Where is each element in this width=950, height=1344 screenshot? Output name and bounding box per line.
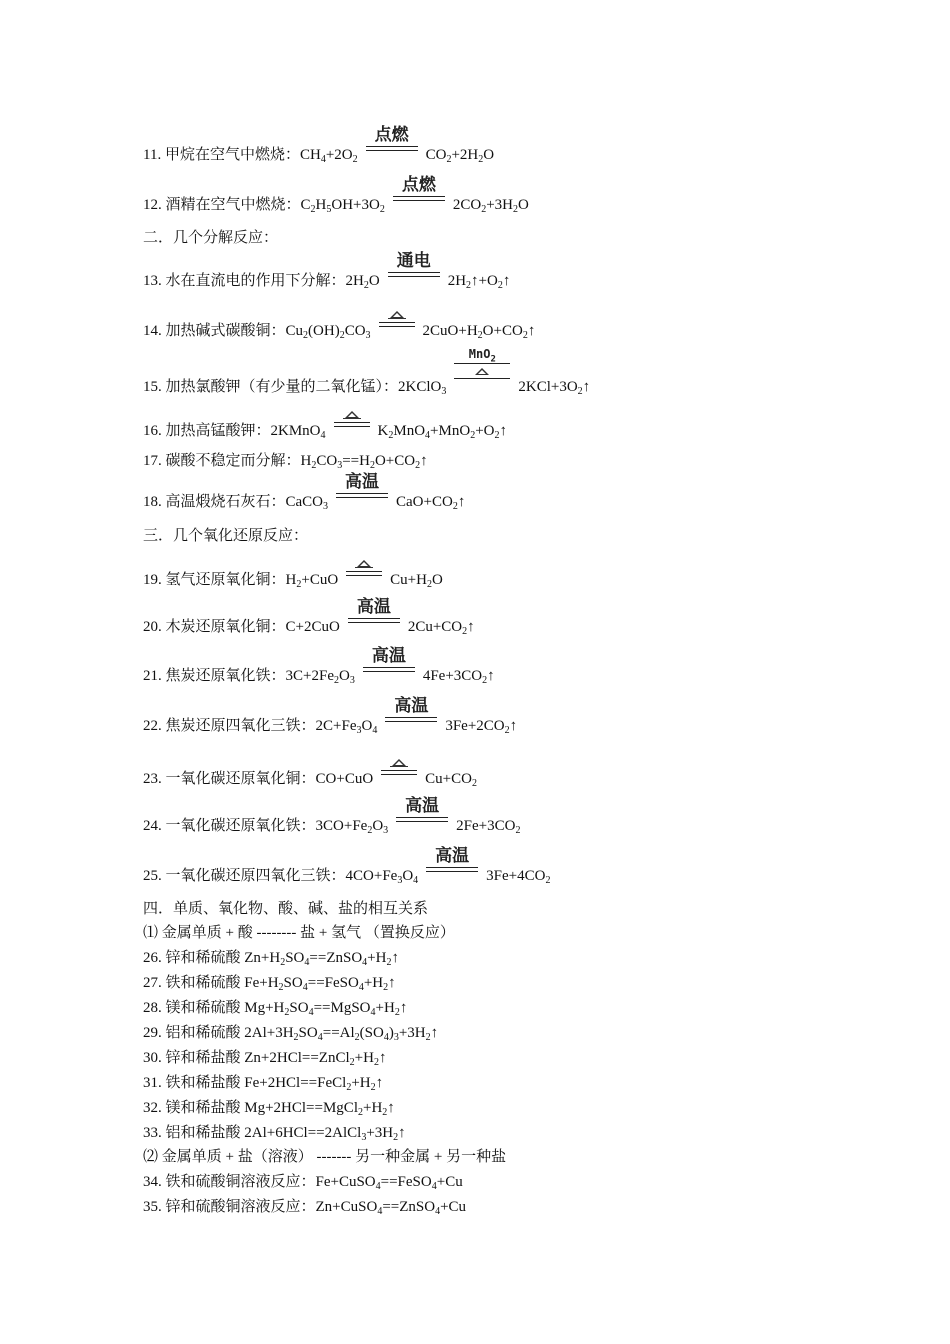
formula-text: Cu+CO <box>425 771 472 787</box>
formula-text: 加热氯酸钾（有少量的二氧化锰）： <box>165 379 399 395</box>
formula-text: 23. <box>143 771 166 787</box>
subscript: 2 <box>470 430 476 441</box>
reaction-line: 30. 锌和稀盐酸 $Zn+2HCl==ZnCl_2+H_2↑$ <box>143 1050 387 1068</box>
formula-text: O <box>483 147 495 163</box>
formula-text: 15. <box>143 379 166 395</box>
reaction-line: 26. 锌和稀硫酸 $Zn+H_2SO_4==ZnSO_4+H_2↑$ <box>143 950 399 968</box>
subscript: 2 <box>522 330 528 341</box>
reaction-line <box>143 378 590 396</box>
equals-bar-top <box>363 667 415 668</box>
formula-text: 14. <box>143 323 166 339</box>
equals-bar-bottom <box>366 150 418 151</box>
reaction-line <box>143 422 507 440</box>
formula-text: 加热碱式碳酸铜： <box>165 323 286 339</box>
subscript: 2 <box>482 675 488 686</box>
formula-text: 2CO <box>452 197 482 213</box>
formula-text: +O <box>475 423 495 439</box>
delta-base-line <box>390 766 408 767</box>
subsection-heading: ⑴ 金属单质 + 酸 -------- 盐 + 氢气 （置换反应） <box>143 925 455 941</box>
formula-text: ↑ <box>457 494 466 510</box>
equals-bar-bottom <box>454 378 510 379</box>
formula-text: 2KCl+3O <box>518 379 578 395</box>
subscript: 4 <box>320 154 326 165</box>
equals-bar-top <box>346 571 382 572</box>
equals-bar-top <box>381 770 417 771</box>
reaction-line <box>143 667 495 685</box>
formula-text: 2H <box>447 273 467 289</box>
formula-text: O <box>368 273 380 289</box>
section-heading: 四．单质、氧化物、酸、碱、盐的相互关系 <box>143 901 429 917</box>
reaction-line <box>143 146 494 164</box>
subscript: 2 <box>452 501 458 512</box>
reaction-line <box>143 770 477 788</box>
formula-text: 2KMnO <box>270 423 321 439</box>
subscript: 3 <box>349 675 355 686</box>
subscript: 2 <box>388 430 394 441</box>
reaction-line: 31. 铁和稀盐酸 $Fe+2HCl==FeCl_2+H_2↑$ <box>143 1075 384 1093</box>
equals-bar-top <box>426 867 478 868</box>
formula-text: 22. <box>143 718 166 734</box>
formula-text: CO <box>425 147 447 163</box>
formula-text: +CuO <box>301 572 339 588</box>
heat-condition-sign <box>334 400 370 436</box>
subscript: 2 <box>426 579 432 590</box>
equals-bar-top <box>454 363 510 364</box>
formula-text: +MnO <box>430 423 471 439</box>
section-heading: 二．几个分解反应： <box>143 230 279 246</box>
formula-text: Cu+H <box>390 572 427 588</box>
equals-bar-bottom <box>379 326 415 327</box>
formula-text: 焦炭还原四氧化三铁： <box>165 718 316 734</box>
formula-text: O <box>372 818 384 834</box>
formula-text: CaCO <box>285 494 324 510</box>
formula-text: 水在直流电的作用下分解： <box>165 273 346 289</box>
subscript: 3 <box>365 330 371 341</box>
formula-text: 2Fe+3CO <box>456 818 516 834</box>
subscript: 3 <box>397 875 403 886</box>
formula-text: 一氧化碳还原氧化铜： <box>165 771 316 787</box>
equals-bar-top <box>366 146 418 147</box>
formula-text: CaO+CO <box>396 494 453 510</box>
subscript: 4 <box>320 430 326 441</box>
reaction-condition-sign <box>454 348 510 392</box>
formula-text: 4CO+Fe <box>345 868 398 884</box>
formula-text: 甲烷在空气中燃烧： <box>164 147 300 163</box>
formula-text: 2KClO <box>398 379 442 395</box>
heat-condition-sign <box>379 300 415 336</box>
condition-label: 高温 <box>394 696 429 716</box>
reaction-line: 33. 铝和稀盐酸 $2Al+6HCl==2AlCl_3+3H_2↑$ <box>143 1125 406 1143</box>
catalyst-label: MnO$_2$ <box>468 347 496 365</box>
reaction-line: 35. 锌和硫酸铜溶液反应：Zn+CuSO$_4$==ZnSO$_4$+Cu <box>143 1199 467 1217</box>
reaction-condition-sign <box>366 124 418 160</box>
subscript: 2 <box>497 280 503 291</box>
subscript: 2 <box>478 154 484 165</box>
subscript: 2 <box>462 626 468 637</box>
equals-bar-bottom <box>346 575 382 576</box>
formula-text: 3CO+Fe <box>315 818 368 834</box>
equals-bar-top <box>388 272 440 273</box>
formula-text: 2CuO+H <box>422 323 478 339</box>
delta-heat-icon <box>390 311 404 318</box>
heat-condition-sign <box>381 748 417 784</box>
equals-bar-bottom <box>334 426 370 427</box>
formula-text: K <box>377 423 389 439</box>
reaction-condition-sign <box>348 596 400 632</box>
formula-text: 焦炭还原氧化铁： <box>165 668 286 684</box>
subscript: 3 <box>356 725 362 736</box>
formula-text: O+CO <box>482 323 523 339</box>
subscript: 2 <box>333 675 339 686</box>
formula-text: 一氧化碳还原氧化铁： <box>165 818 316 834</box>
reaction-line <box>143 817 520 835</box>
formula-text: 氢气还原氧化铜： <box>165 572 286 588</box>
formula-text: CH <box>299 147 321 163</box>
subscript: 3 <box>383 825 389 836</box>
reaction-line: 29. 铝和稀硫酸 $2Al+3H_2SO_4==Al_2(SO_4)_3+3H_2↑$ <box>143 1025 439 1043</box>
subscript: 2 <box>379 204 385 215</box>
condition-label: 高温 <box>435 846 470 866</box>
formula-text: +3H <box>486 197 513 213</box>
formula-text: 2H <box>345 273 364 289</box>
reaction-condition-sign <box>336 471 388 507</box>
reaction-line <box>143 272 510 290</box>
subscript: 3 <box>323 501 329 512</box>
condition-label: 高温 <box>371 646 406 666</box>
formula-text: 12. <box>143 197 166 213</box>
formula-text: Cu <box>285 323 304 339</box>
reaction-line: 27. 铁和稀硫酸 $Fe+H_2SO_4==FeSO_4+H_2↑$ <box>143 975 396 993</box>
subscript: 2 <box>512 204 518 215</box>
reaction-condition-sign <box>388 250 440 286</box>
formula-text: ↑ <box>502 273 511 289</box>
formula-text: ↑ <box>499 423 507 439</box>
equals-bar-bottom <box>396 821 448 822</box>
equals-bar-bottom <box>426 871 478 872</box>
formula-text: ↑ <box>509 718 518 734</box>
subscript: 4 <box>372 725 378 736</box>
reaction-line <box>143 867 550 885</box>
condition-label: 高温 <box>356 597 391 617</box>
equals-bar-bottom <box>388 276 440 277</box>
formula-text: 加热高锰酸钾： <box>165 423 271 439</box>
reaction-line <box>143 196 529 214</box>
formula-text: 4Fe+3CO <box>422 668 483 684</box>
reaction-condition-sign <box>393 174 445 210</box>
formula-text: 21. <box>143 668 166 684</box>
subscript: 2 <box>515 825 521 836</box>
equals-bar-top <box>348 618 400 619</box>
formula-text: +2H <box>451 147 479 163</box>
subscript: 2 <box>446 154 452 165</box>
formula-text: O <box>402 868 414 884</box>
equals-bar-top <box>336 493 388 494</box>
formula-text: 2C+Fe <box>315 718 357 734</box>
equals-bar-top <box>393 196 445 197</box>
formula-text: +2O <box>325 147 353 163</box>
equals-bar-bottom <box>385 721 437 722</box>
subscript: 4 <box>413 875 419 886</box>
subscript: 2 <box>481 204 487 215</box>
formula-text: MnO <box>393 423 426 439</box>
formula-text: O <box>517 197 529 213</box>
equals-bar-bottom <box>393 200 445 201</box>
delta-base-line <box>388 318 406 319</box>
reaction-line: 34. 铁和硫酸铜溶液反应：Fe+CuSO$_4$==FeSO$_4$+Cu <box>143 1174 463 1192</box>
subscript: 2 <box>477 330 483 341</box>
subsection-heading: ⑵ 金属单质 + 盐（溶液） ------- 另一种金属 + 另一种盐 <box>143 1149 507 1165</box>
formula-text: CO+CuO <box>315 771 374 787</box>
subscript: 2 <box>367 825 373 836</box>
subscript: 4 <box>425 430 431 441</box>
reaction-line <box>143 322 535 340</box>
subscript: 2 <box>494 430 500 441</box>
equals-bar-bottom <box>381 774 417 775</box>
subscript: 2 <box>339 330 345 341</box>
condition-label: 高温 <box>405 796 440 816</box>
formula-text: ↑ <box>527 323 536 339</box>
formula-text: 木炭还原氧化铜： <box>165 619 286 635</box>
formula-text: H <box>315 197 327 213</box>
condition-label: 高温 <box>345 472 380 492</box>
formula-text: 18. <box>143 494 166 510</box>
subscript: 2 <box>363 280 369 291</box>
formula-text: OH+3O <box>331 197 380 213</box>
reaction-line <box>143 493 465 511</box>
subscript: 2 <box>471 778 477 789</box>
formula-text: 酒精在空气中燃烧： <box>165 197 301 213</box>
subscript: 2 <box>352 154 358 165</box>
heat-condition-sign <box>346 549 382 585</box>
formula-text: (OH) <box>308 323 340 339</box>
formula-text: 11. <box>143 147 165 163</box>
formula-text: 3C+2Fe <box>285 668 334 684</box>
formula-text: CO <box>344 323 366 339</box>
formula-text: O <box>338 668 350 684</box>
reaction-condition-sign <box>363 645 415 681</box>
subscript: 2 <box>504 725 510 736</box>
formula-text: 高温煅烧石灰石： <box>165 494 286 510</box>
subscript: 5 <box>326 204 332 215</box>
delta-heat-icon <box>357 560 371 567</box>
section-heading: 三．几个氧化还原反应： <box>143 528 309 544</box>
formula-text: 3Fe+2CO <box>445 718 505 734</box>
formula-text: 2Cu+CO <box>407 619 463 635</box>
formula-text: 20. <box>143 619 166 635</box>
subscript: 2 <box>577 386 583 397</box>
formula-text: ↑+O <box>471 273 498 289</box>
reaction-line <box>143 717 517 735</box>
delta-base-line <box>343 418 361 419</box>
formula-text: 一氧化碳还原四氧化三铁： <box>165 868 346 884</box>
reaction-condition-sign <box>385 695 437 731</box>
reaction-line: 28. 镁和稀硫酸 $Mg+H_2SO_4==MgSO_4+H_2↑$ <box>143 1000 408 1018</box>
equals-bar-bottom <box>336 497 388 498</box>
formula-text: O <box>431 572 443 588</box>
reaction-condition-sign <box>426 845 478 881</box>
subscript: 2 <box>545 875 551 886</box>
formula-text: 25. <box>143 868 166 884</box>
formula-text: C+2CuO <box>285 619 340 635</box>
formula-text: H <box>285 572 297 588</box>
equals-bar-top <box>396 817 448 818</box>
subscript: 2 <box>466 280 472 291</box>
formula-text: ↑ <box>582 379 591 395</box>
equals-bar-top <box>334 422 370 423</box>
formula-text: C <box>300 197 311 213</box>
formula-text: ↑ <box>487 668 495 684</box>
formula-text: 16. <box>143 423 166 439</box>
delta-base-line <box>355 567 373 568</box>
equals-bar-top <box>385 717 437 718</box>
reaction-line: 17. 碳酸不稳定而分解：$H_2CO_3==H_2O+CO_2↑$ <box>143 453 428 471</box>
equals-bar-bottom <box>363 671 415 672</box>
formula-text: 19. <box>143 572 166 588</box>
reaction-condition-sign <box>396 795 448 831</box>
delta-heat-icon <box>475 368 489 375</box>
subscript: 2 <box>310 204 316 215</box>
equals-bar-top <box>379 322 415 323</box>
formula-text: 13. <box>143 273 166 289</box>
formula-text: ↑ <box>467 619 475 635</box>
reaction-line <box>143 571 443 589</box>
reaction-line: 32. 镁和稀盐酸 $Mg+2HCl==MgCl_2+H_2↑$ <box>143 1100 395 1118</box>
delta-heat-icon <box>392 759 406 766</box>
formula-text: 3Fe+4CO <box>486 868 546 884</box>
formula-text: 24. <box>143 818 166 834</box>
equals-bar-bottom <box>348 622 400 623</box>
delta-heat-icon <box>345 411 359 418</box>
subscript: 2 <box>296 579 302 590</box>
condition-label: 通电 <box>396 251 431 271</box>
formula-text: O <box>361 718 373 734</box>
condition-label: 点燃 <box>401 175 436 195</box>
condition-label: 点燃 <box>374 125 409 145</box>
reaction-line <box>143 618 475 636</box>
subscript: 3 <box>441 386 447 397</box>
subscript: 2 <box>303 330 309 341</box>
